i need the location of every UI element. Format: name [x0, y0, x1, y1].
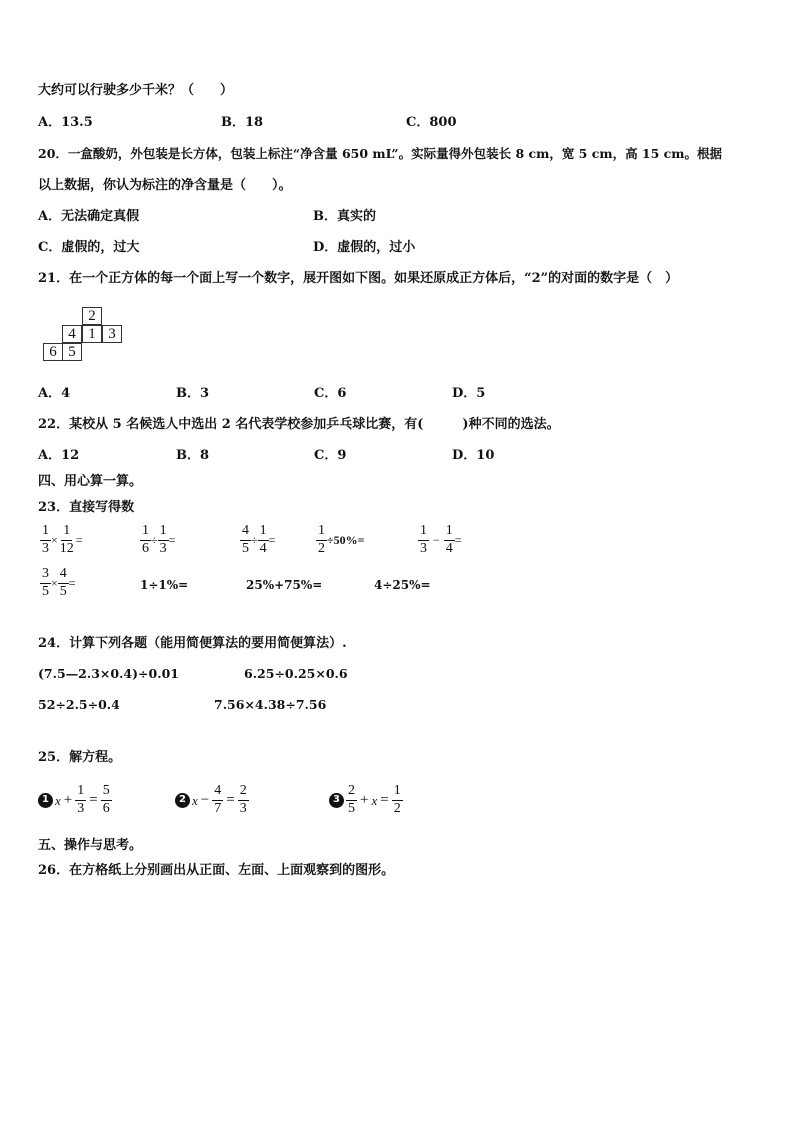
q20-option-d[interactable]: D．虚假的，过小 [313, 240, 416, 255]
q23-expr-6: $\frac{3}{5}$ × $\frac{4}{5}$ = [42, 566, 76, 599]
q21-option-c[interactable]: C．6 [314, 386, 347, 401]
q23-expr-8: 25%+75%= [246, 578, 323, 592]
q22-option-c[interactable]: C．9 [314, 448, 347, 463]
net-cell-4: 4 [62, 325, 82, 343]
net-cell-2: 2 [82, 307, 102, 325]
q23-title: 23．直接写得数 [38, 500, 135, 515]
q20-option-c[interactable]: C．虚假的，过大 [38, 240, 140, 255]
q22-option-d[interactable]: D．10 [452, 448, 495, 463]
q20-option-a[interactable]: A．无法确定真假 [38, 209, 140, 224]
q20-option-b[interactable]: B．真实的 [313, 209, 376, 224]
q24-title: 24．计算下列各题（能用简便算法的要用简便算法）. [38, 636, 347, 651]
q25-equation-2: 2 x − $\frac{4}{7}$ = $\frac{2}{3}$ [175, 784, 249, 816]
q24-item-4: 7.56×4.38÷7.56 [214, 697, 327, 712]
q21-option-b[interactable]: B．3 [176, 386, 210, 401]
q26-text: 26．在方格纸上分别画出从正面、左面、上面观察到的图形。 [38, 863, 395, 878]
q24-item-3: 52÷2.5÷0.4 [38, 697, 120, 712]
circled-number-2: 2 [175, 793, 190, 808]
q23-expr-9: 4÷25%= [374, 578, 431, 592]
q25-title: 25．解方程。 [38, 750, 122, 765]
section-5-heading: 五、操作与思考。 [38, 838, 143, 853]
q23-expr-2: $\frac{1}{6}$ ÷ $\frac{1}{3}$ = [142, 523, 176, 556]
q21-option-a[interactable]: A．4 [38, 386, 71, 401]
net-cell-1: 1 [82, 325, 102, 343]
q23-expr-5: $\frac{1}{3}$ − $\frac{1}{4}$ = [420, 523, 462, 556]
q21-text: 21．在一个正方体的每一个面上写一个数字，展开图如下图。如果还原成正方体后，“2”的对面的数字是（ ） [38, 271, 679, 286]
net-cell-3: 3 [102, 325, 122, 343]
q24-item-1: (7.5—2.3×0.4)÷0.01 [38, 666, 179, 681]
net-cell-6: 6 [43, 343, 63, 361]
q19-tail-text: 大约可以行驶多少千米？（ ） [38, 83, 234, 98]
q22-text: 22．某校从 5 名候选人中选出 2 名代表学校参加乒乓球比赛，有( )种不同的选法。 [38, 417, 560, 432]
q20-text-line2: 以上数据，你认为标注的净含量是（ ）。 [38, 178, 292, 193]
q25-equation-3: 3 $\frac{2}{5}$ + x = $\frac{1}{2}$ [329, 784, 403, 816]
section-4-heading: 四、用心算一算。 [38, 474, 143, 489]
q23-expr-7: 1÷1%= [140, 578, 189, 592]
q22-option-a[interactable]: A．12 [38, 448, 80, 463]
q19-option-c[interactable]: C．800 [406, 115, 457, 130]
q19-option-b[interactable]: B．18 [221, 115, 264, 130]
circled-number-3: 3 [329, 793, 344, 808]
q19-option-a[interactable]: A．13.5 [38, 115, 93, 130]
q23-expr-3: $\frac{4}{5}$ ÷ $\frac{1}{4}$ = [242, 523, 276, 556]
q21-option-d[interactable]: D．5 [452, 386, 486, 401]
q25-equation-1: 1 x + $\frac{1}{3}$ = $\frac{5}{6}$ [38, 784, 112, 816]
q23-expr-1: $\frac{1}{3}$ × $\frac{1}{12}$ = [42, 523, 83, 556]
circled-number-1: 1 [38, 793, 53, 808]
q20-text-line1: 20．一盒酸奶，外包装是长方体，包装上标注“净含量 650 mL”。实际量得外包装长 8 cm，宽 5 cm，高 15 cm。根据 [38, 146, 723, 161]
q24-item-2: 6.25÷0.25×0.6 [244, 666, 348, 681]
net-cell-5: 5 [62, 343, 82, 361]
q22-option-b[interactable]: B．8 [176, 448, 210, 463]
q23-expr-4: $\frac{1}{2}$ ÷50%= [318, 523, 365, 556]
